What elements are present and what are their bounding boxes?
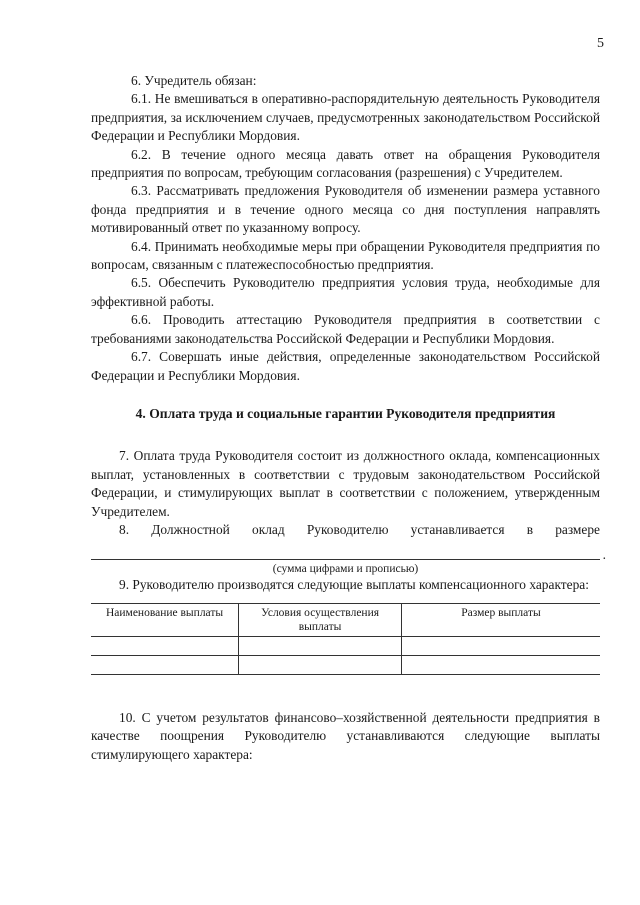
table-cell xyxy=(239,655,402,674)
clause-6-4: 6.4. Принимать необходимые меры при обращении Руководителя предприятия по вопросам, связанным с платежеспособностью предприятия. xyxy=(91,238,600,273)
clause-6: 6. Учредитель обязан: xyxy=(131,73,257,88)
clause-9: 9. Руководителю производятся следующие выплаты компенсационного характера: xyxy=(119,577,589,593)
compensation-payments-table xyxy=(91,603,600,675)
clause-6-1: 6.1. Не вмешиваться в оперативно-распорядительную деятельность Руководителя предприятия, за исключением случаев, предусмотренных законодательством Российской Федерации и Республики Мордовия. xyxy=(91,91,600,144)
table-cell xyxy=(91,655,239,674)
table-cell xyxy=(401,655,600,674)
clause-10: 10. С учетом результатов финансово–хозяйственной деятельности предприятия в качестве поощрения Руководителю устанавливаются следующие выплаты стимулирующего характера: xyxy=(91,709,600,762)
clause-6-2: 6.2. В течение одного месяца давать ответ на обращения Руководителя предприятия по вопросам, требующим согласования (разрешения) с Учредителем. xyxy=(91,146,600,181)
table-header-amount: Размер выплаты xyxy=(401,603,600,636)
table-header-name: Наименование выплаты xyxy=(91,603,239,636)
table-cell xyxy=(239,636,402,655)
table-cell xyxy=(91,636,239,655)
table-cell xyxy=(401,636,600,655)
clause-8: 8. Должностной оклад Руководителю устанавливается в размере xyxy=(119,521,600,537)
salary-line-end: . xyxy=(602,546,606,562)
table-row xyxy=(91,655,600,674)
salary-amount-caption: (сумма цифрами и прописью) xyxy=(272,563,419,576)
clause-6-7: 6.7. Совершать иные действия, определенные законодательством Российской Федерации и Республики Мордовия. xyxy=(91,349,600,383)
clause-6-3: 6.3. Рассматривать предложения Руководителя об изменении размера уставного фонда предприятия и в течение одного месяца со дня поступления направлять мотивированный ответ по указанному вопросу. xyxy=(91,183,600,236)
clause-7: 7. Оплата труда Руководителя состоит из должностного оклада, компенсационных выплат, установленных в соответствии с трудовым законодательством Российской Федерации, и стимулирующих выплат в соответствии с положением, утвержденным Учредителем. xyxy=(91,448,600,519)
section-4-title: 4. Оплата труда и социальные гарантии Руководителя предприятия xyxy=(135,405,556,421)
table-header-conditions: Условия осуществления выплаты xyxy=(239,603,402,636)
salary-amount-line xyxy=(91,543,606,562)
page-number: 5 xyxy=(597,36,604,51)
clause-6-5: 6.5. Обеспечить Руководителю предприятия условия труда, необходимые для эффективной работы. xyxy=(91,275,600,309)
clause-6-6: 6.6. Проводить аттестацию Руководителя предприятия в соответствии с требованиями законодательства Российской Федерации и Республики Мордовия. xyxy=(91,312,600,346)
document-body xyxy=(91,72,606,764)
table-row xyxy=(91,636,600,655)
